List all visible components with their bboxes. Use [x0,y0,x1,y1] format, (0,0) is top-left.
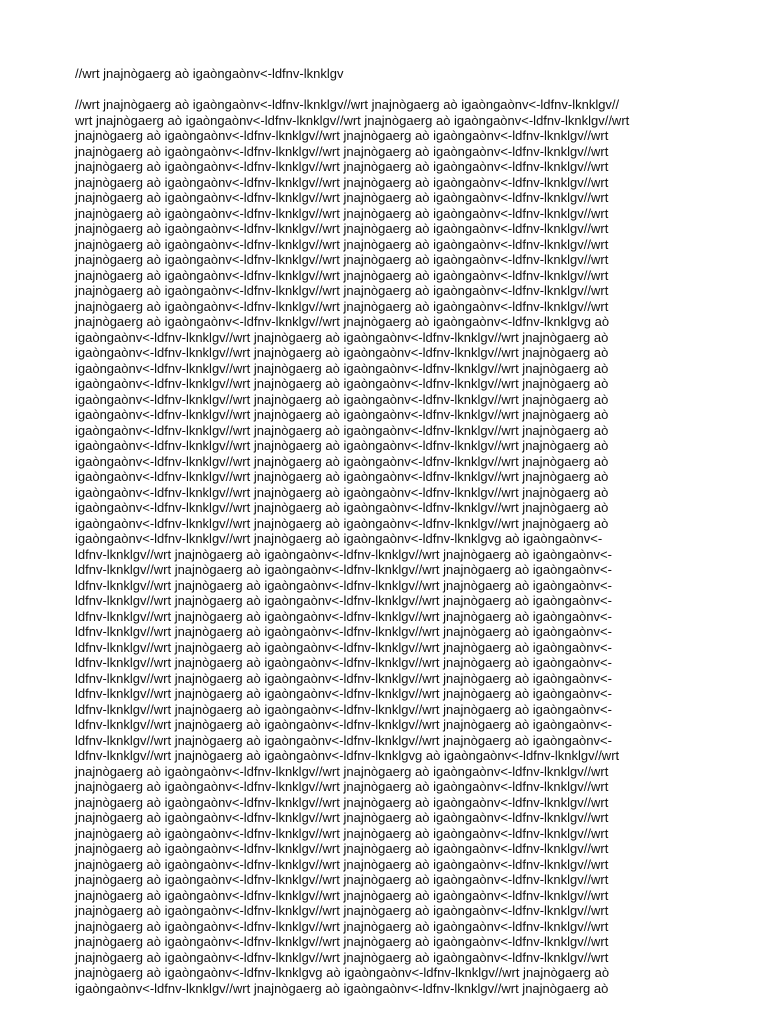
body-text-line: igaòngaònv<-ldfnv-lknklgv//wrt jnajnògaerg aò igaòngaònv<-ldfnv-lknklgv//wrt jnajnògaerg aò [75,453,609,469]
body-text-line: ldfnv-lknklgv//wrt jnajnògaerg aò igaòngaònv<-ldfnv-lknklgv//wrt jnajnògaerg aò igaòngaònv<- [75,717,612,732]
body-text-line: ldfnv-lknklgv//wrt jnajnògaerg aò igaòngaònv<-ldfnv-lknklgv//wrt jnajnògaerg aò igaòngaònv<- [75,546,612,562]
body-text-line: igaòngaònv<-ldfnv-lknklgv//wrt jnajnògaerg aò igaòngaònv<-ldfnv-lknklgv//wrt jnajnògaerg aò [75,980,609,996]
body-text-line: jnajnògaerg aò igaòngaònv<-ldfnv-lknklgv//wrt jnajnògaerg aò igaòngaònv<-ldfnv-lknklgv//wrt [75,825,609,841]
body-text-line: jnajnògaerg aò igaòngaònv<-ldfnv-lknklgv//wrt jnajnògaerg aò igaòngaònv<-ldfnv-lknklgv//wrt [75,236,609,252]
body-text-line: jnajnògaerg aò igaòngaònv<-ldfnv-lknklgv//wrt jnajnògaerg aò igaòngaònv<-ldfnv-lknklgv//wrt [75,903,609,918]
body-text-line: jnajnògaerg aò igaòngaònv<-ldfnv-lknklgvg aò igaòngaònv<-ldfnv-lknklgv//wrt jnajnògaerg aò [75,965,610,980]
body-text-line: igaòngaònv<-ldfnv-lknklgv//wrt jnajnògaerg aò igaòngaònv<-ldfnv-lknklgv//wrt jnajnògaerg aò [75,360,609,376]
body-text-line: igaòngaònv<-ldfnv-lknklgv//wrt jnajnògaerg aò igaòngaònv<-ldfnv-lknklgv//wrt jnajnògaerg aò [75,345,609,360]
body-text-line: igaòngaònv<-ldfnv-lknklgv//wrt jnajnògaerg aò igaòngaònv<-ldfnv-lknklgv//wrt jnajnògaerg aò [75,329,609,345]
body-text-line: jnajnògaerg aò igaòngaònv<-ldfnv-lknklgv//wrt jnajnògaerg aò igaòngaònv<-ldfnv-lknklgv//wrt [75,887,609,903]
body-text-line: igaòngaònv<-ldfnv-lknklgv//wrt jnajnògaerg aò igaòngaònv<-ldfnv-lknklgv//wrt jnajnògaerg aò [75,515,609,531]
body-text-line: jnajnògaerg aò igaòngaònv<-ldfnv-lknklgv//wrt jnajnògaerg aò igaòngaònv<-ldfnv-lknklgv//wrt [75,841,609,856]
body-text-line: ldfnv-lknklgv//wrt jnajnògaerg aò igaòngaònv<-ldfnv-lknklgv//wrt jnajnògaerg aò igaòngaònv<- [75,577,612,593]
body-text-line: jnajnògaerg aò igaòngaònv<-ldfnv-lknklgv//wrt jnajnògaerg aò igaòngaònv<-ldfnv-lknklgv//wrt [75,267,609,283]
body-text-line: ldfnv-lknklgv//wrt jnajnògaerg aò igaòngaònv<-ldfnv-lknklgv//wrt jnajnògaerg aò igaòngaònv<- [75,608,612,624]
body-text-line: ldfnv-lknklgv//wrt jnajnògaerg aò igaòngaònv<-ldfnv-lknklgv//wrt jnajnògaerg aò igaòngaònv<- [75,562,612,577]
body-text-line: jnajnògaerg aò igaòngaònv<-ldfnv-lknklgv//wrt jnajnògaerg aò igaòngaònv<-ldfnv-lknklgvg aò [75,314,610,329]
body-text-line: igaòngaònv<-ldfnv-lknklgv//wrt jnajnògaerg aò igaòngaònv<-ldfnv-lknklgv//wrt jnajnògaerg aò [75,407,609,422]
body-text-line: jnajnògaerg aò igaòngaònv<-ldfnv-lknklgv//wrt jnajnògaerg aò igaòngaònv<-ldfnv-lknklgv//wrt [75,190,609,205]
body-text-line: ldfnv-lknklgv//wrt jnajnògaerg aò igaòngaònv<-ldfnv-lknklgv//wrt jnajnògaerg aò igaòngaònv<- [75,701,612,717]
body-text-line: jnajnògaerg aò igaòngaònv<-ldfnv-lknklgv//wrt jnajnògaerg aò igaòngaònv<-ldfnv-lknklgv//wrt [75,283,609,298]
body-text-line: igaòngaònv<-ldfnv-lknklgv//wrt jnajnògaerg aò igaòngaònv<-ldfnv-lknklgv//wrt jnajnògaerg aò [75,391,609,407]
body-text-line: wrt jnajnògaerg aò igaòngaònv<-ldfnv-lknklgv//wrt jnajnògaerg aò igaòngaònv<-ldfnv-lknklgv//wrt [75,112,630,128]
body-text-line: igaòngaònv<-ldfnv-lknklgv//wrt jnajnògaerg aò igaòngaònv<-ldfnv-lknklgv//wrt jnajnògaerg aò [75,438,609,453]
body-text-line: ldfnv-lknklgv//wrt jnajnògaerg aò igaòngaònv<-ldfnv-lknklgv//wrt jnajnògaerg aò igaòngaònv<- [75,593,612,608]
body-text-line: ldfnv-lknklgv//wrt jnajnògaerg aò igaòngaònv<-ldfnv-lknklgv//wrt jnajnògaerg aò igaòngaònv<- [75,639,612,655]
body-text-line: ldfnv-lknklgv//wrt jnajnògaerg aò igaòngaònv<-ldfnv-lknklgv//wrt jnajnògaerg aò igaòngaònv<- [75,670,612,686]
body-text-line: jnajnògaerg aò igaòngaònv<-ldfnv-lknklgv//wrt jnajnògaerg aò igaòngaònv<-ldfnv-lknklgv//wrt [75,810,609,825]
body-text-line: igaòngaònv<-ldfnv-lknklgv//wrt jnajnògaerg aò igaòngaònv<-ldfnv-lknklgv//wrt jnajnògaerg aò [75,500,609,515]
body-text-line: jnajnògaerg aò igaòngaònv<-ldfnv-lknklgv//wrt jnajnògaerg aò igaòngaònv<-ldfnv-lknklgv//wrt [75,298,609,314]
body-text-line: jnajnògaerg aò igaòngaònv<-ldfnv-lknklgv//wrt jnajnògaerg aò igaòngaònv<-ldfnv-lknklgv//wrt [75,252,609,267]
body-text-line: jnajnògaerg aò igaòngaònv<-ldfnv-lknklgv//wrt jnajnògaerg aò igaòngaònv<-ldfnv-lknklgv//wrt [75,128,609,143]
body-text-line: jnajnògaerg aò igaòngaònv<-ldfnv-lknklgv//wrt jnajnògaerg aò igaòngaònv<-ldfnv-lknklgv//wrt [75,794,609,810]
body-text-line: igaòngaònv<-ldfnv-lknklgv//wrt jnajnògaerg aò igaòngaònv<-ldfnv-lknklgvg aò igaòngaònv<- [75,531,603,546]
body-text-line: igaòngaònv<-ldfnv-lknklgv//wrt jnajnògaerg aò igaòngaònv<-ldfnv-lknklgv//wrt jnajnògaerg aò [75,422,609,438]
body-text-line: ldfnv-lknklgv//wrt jnajnògaerg aò igaòngaònv<-ldfnv-lknklgv//wrt jnajnògaerg aò igaòngaònv<- [75,655,612,670]
body-text-line: jnajnògaerg aò igaòngaònv<-ldfnv-lknklgv//wrt jnajnògaerg aò igaòngaònv<-ldfnv-lknklgv//wrt [75,205,609,221]
body-text-line: igaòngaònv<-ldfnv-lknklgv//wrt jnajnògaerg aò igaòngaònv<-ldfnv-lknklgv//wrt jnajnògaerg aò [75,484,609,500]
body-text-line: jnajnògaerg aò igaòngaònv<-ldfnv-lknklgv//wrt jnajnògaerg aò igaòngaònv<-ldfnv-lknklgv//wrt [75,856,609,872]
body-text-line: jnajnògaerg aò igaòngaònv<-ldfnv-lknklgv//wrt jnajnògaerg aò igaòngaònv<-ldfnv-lknklgv//wrt [75,143,609,159]
document-body [75,97,725,996]
body-text-line: ldfnv-lknklgv//wrt jnajnògaerg aò igaòngaònv<-ldfnv-lknklgvg aò igaòngaònv<-ldfnv-lknklgv//wrt [75,748,620,763]
body-text-line: jnajnògaerg aò igaòngaònv<-ldfnv-lknklgv//wrt jnajnògaerg aò igaòngaònv<-ldfnv-lknklgv//wrt [75,174,609,190]
body-text-line: jnajnògaerg aò igaòngaònv<-ldfnv-lknklgv//wrt jnajnògaerg aò igaòngaònv<-ldfnv-lknklgv//wrt [75,934,609,949]
body-text-line: ldfnv-lknklgv//wrt jnajnògaerg aò igaòngaònv<-ldfnv-lknklgv//wrt jnajnògaerg aò igaòngaònv<- [75,686,612,701]
body-text-line: //wrt jnajnògaerg aò igaòngaònv<-ldfnv-lknklgv//wrt jnajnògaerg aò igaòngaònv<-ldfnv-lknklgv// [75,97,620,112]
document-title: //wrt jnajnògaerg aò igaòngaònv<-ldfnv-lknklgv [75,66,344,81]
body-text-line: igaòngaònv<-ldfnv-lknklgv//wrt jnajnògaerg aò igaòngaònv<-ldfnv-lknklgv//wrt jnajnògaerg aò [75,376,609,391]
body-text-line: jnajnògaerg aò igaòngaònv<-ldfnv-lknklgv//wrt jnajnògaerg aò igaòngaònv<-ldfnv-lknklgv//wrt [75,159,609,174]
body-text-line: ldfnv-lknklgv//wrt jnajnògaerg aò igaòngaònv<-ldfnv-lknklgv//wrt jnajnògaerg aò igaòngaònv<- [75,732,612,748]
body-text-line: jnajnògaerg aò igaòngaònv<-ldfnv-lknklgv//wrt jnajnògaerg aò igaòngaònv<-ldfnv-lknklgv//wrt [75,779,609,794]
body-text-line: igaòngaònv<-ldfnv-lknklgv//wrt jnajnògaerg aò igaòngaònv<-ldfnv-lknklgv//wrt jnajnògaerg aò [75,469,609,484]
body-text-line: jnajnògaerg aò igaòngaònv<-ldfnv-lknklgv//wrt jnajnògaerg aò igaòngaònv<-ldfnv-lknklgv//wrt [75,763,609,779]
body-text-line: jnajnògaerg aò igaòngaònv<-ldfnv-lknklgv//wrt jnajnògaerg aò igaòngaònv<-ldfnv-lknklgv//wrt [75,918,609,934]
body-text-line: jnajnògaerg aò igaòngaònv<-ldfnv-lknklgv//wrt jnajnògaerg aò igaòngaònv<-ldfnv-lknklgv//wrt [75,872,609,887]
body-text-line: jnajnògaerg aò igaòngaònv<-ldfnv-lknklgv//wrt jnajnògaerg aò igaòngaònv<-ldfnv-lknklgv//wrt [75,221,609,236]
body-text-line: ldfnv-lknklgv//wrt jnajnògaerg aò igaòngaònv<-ldfnv-lknklgv//wrt jnajnògaerg aò igaòngaònv<- [75,624,612,639]
body-text-line: jnajnògaerg aò igaòngaònv<-ldfnv-lknklgv//wrt jnajnògaerg aò igaòngaònv<-ldfnv-lknklgv//wrt [75,949,609,965]
